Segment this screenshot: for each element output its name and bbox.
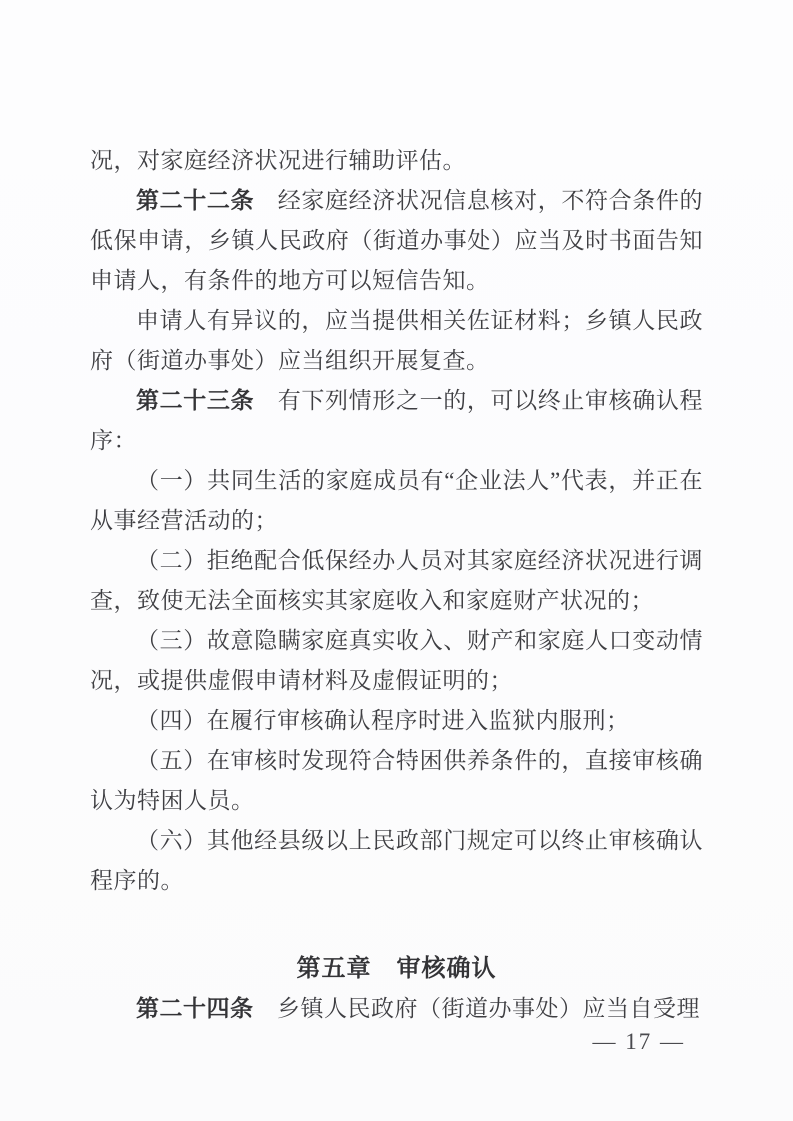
paragraph [90, 181, 703, 301]
list-item [90, 701, 703, 741]
paragraph-text: 有下列情形之一的，可以终止审核确认程序： [90, 388, 704, 453]
chapter-heading: 第五章 审核确认 [296, 956, 497, 982]
paragraph-text: （一）共同生活的家庭成员有“企业法人”代表，并正在从事经营活动的； [90, 468, 703, 533]
article-number: 第二十三条 [136, 388, 255, 413]
paragraph-text: 申请人有异议的，应当提供相关佐证材料；乡镇人民政府（街道办事处）应当组织开展复查。 [90, 308, 703, 373]
paragraph [90, 141, 703, 181]
page-number: — 17 — [592, 1029, 685, 1054]
list-item [90, 741, 703, 821]
list-item [90, 621, 703, 701]
paragraph-text: 况，对家庭经济状况进行辅助评估。 [90, 148, 466, 173]
paragraph-text: 经家庭经济状况信息核对，不符合条件的低保申请，乡镇人民政府（街道办事处）应当及时书面告知申请人，有条件的地方可以短信告知。 [90, 188, 704, 293]
paragraph-text: 乡镇人民政府（街道办事处）应当自受理 [253, 996, 700, 1021]
paragraph [90, 381, 703, 461]
paragraph [90, 301, 703, 381]
list-item [90, 541, 703, 621]
list-item [90, 821, 703, 901]
article-number: 第二十二条 [136, 188, 255, 213]
paragraph [90, 989, 703, 1029]
text-block [90, 141, 703, 1029]
list-item [90, 461, 703, 541]
article-number: 第二十四条 [136, 996, 254, 1021]
paragraph-text: （五）在审核时发现符合特困供养条件的，直接审核确认为特困人员。 [90, 748, 703, 813]
paragraph-text: （二）拒绝配合低保经办人员对其家庭经济状况进行调查，致使无法全面核实其家庭收入和家庭财产状况的； [90, 548, 703, 613]
paragraph-text: （四）在履行审核确认程序时进入监狱内服刑； [136, 708, 630, 733]
paragraph-text: （三）故意隐瞒家庭真实收入、财产和家庭人口变动情况，或提供虚假申请材料及虚假证明的； [90, 628, 703, 693]
paragraph-text: （六）其他经县级以上民政部门规定可以终止审核确认程序的。 [90, 828, 703, 893]
